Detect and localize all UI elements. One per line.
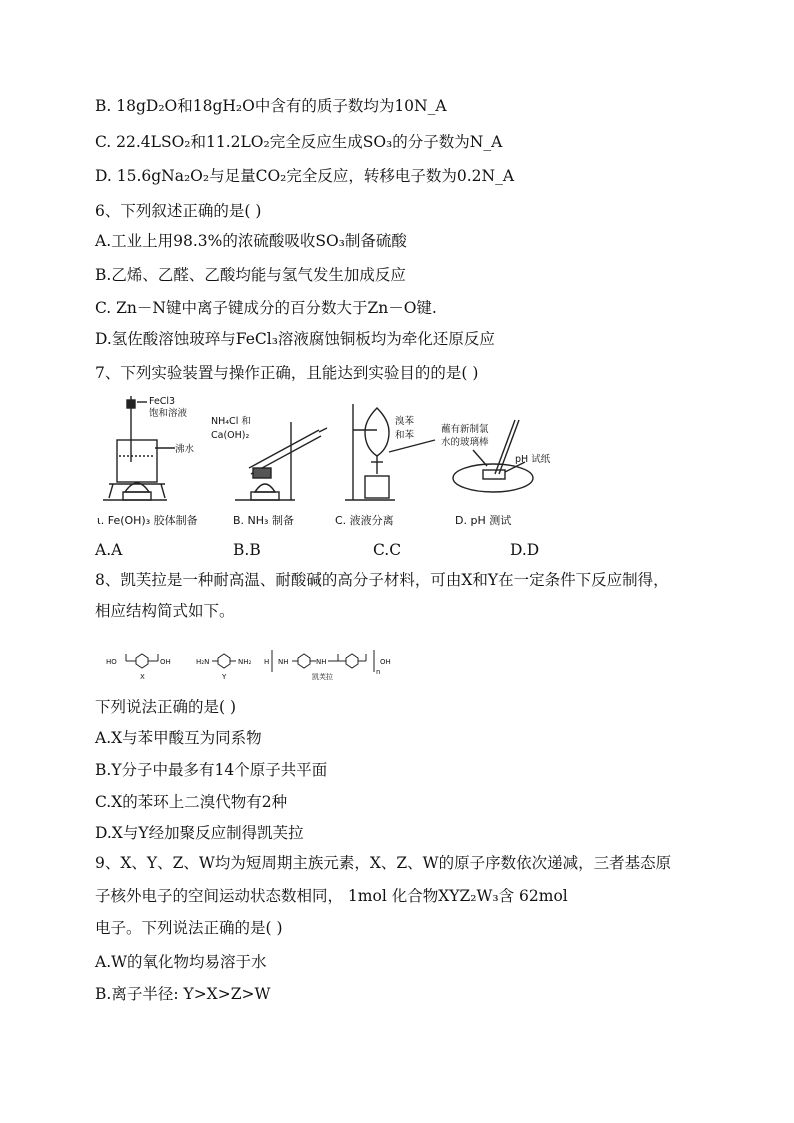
q8-stem-line2: 相应结构简式如下。 xyxy=(95,602,235,620)
label-saturated-solution: 饱和溶液 xyxy=(149,408,188,419)
q8-stem-line1: 8、凯芙拉是一种耐高温、耐酸碱的高分子材料，可由X和Y在一定条件下反应制得， xyxy=(95,571,669,589)
q9-stem-line2: 子核外电子的空间运动状态数相同， 1mol 化合物XYZ₂W₃含 62mol xyxy=(95,887,568,905)
q8-structures-figure xyxy=(100,640,420,682)
q5-option-d: D. 15.6gNa₂O₂与足量CO₂完全反应，转移电子数为0.2N_A xyxy=(95,167,515,185)
label-ph-paper: pH 试纸 xyxy=(515,454,551,465)
q5-option-b: B. 18gD₂O和18gH₂O中含有的质子数均为10N_A xyxy=(95,97,447,115)
q6-option-b: B.乙烯、乙醛、乙酸均能与氢气发生加成反应 xyxy=(95,266,406,284)
q6-option-d: D.氢佐酸溶蚀玻琗与FeCl₃溶液腐蚀铜板均为牵化还原反应 xyxy=(95,330,495,348)
q9-option-b: B.离子半径: Y>X>Z>W xyxy=(95,985,271,1003)
q8-option-c: C.X的苯环上二溴代物有2种 xyxy=(95,793,288,811)
label-benzene: 和苯 xyxy=(395,430,415,441)
struct-x-label: X xyxy=(140,673,145,681)
y-nh2: NH₂ xyxy=(238,658,252,666)
q8-prompt: 下列说法正确的是( ) xyxy=(95,698,237,716)
y-h2n: H₂N xyxy=(196,658,210,666)
q9-stem-line1: 9、X、Y、Z、W均为短周期主族元素，X、Z、W的原子序数依次递减，三者基态原 xyxy=(95,854,672,872)
label-bromobenzene: 溴苯 xyxy=(395,416,415,427)
q8-option-a: A.X与苯甲酸互为同系物 xyxy=(95,729,262,747)
caption-c: C. 液液分离 xyxy=(335,514,394,527)
q7-stem: 7、下列实验装置与操作正确，且能达到实验目的的是( ) xyxy=(95,364,479,382)
k-nh1: NH xyxy=(278,658,289,666)
x-ho: HO xyxy=(106,658,117,666)
q7-apparatus-figure xyxy=(95,392,595,532)
label-boiling-water: 沸水 xyxy=(175,444,195,455)
caption-d: D. pH 测试 xyxy=(455,514,512,527)
q5-option-c: C. 22.4LSO₂和11.2LO₂完全反应生成SO₃的分子数为N_A xyxy=(95,133,503,151)
q9-stem-line3: 电子。下列说法正确的是( ) xyxy=(95,919,283,937)
k-n: n xyxy=(376,668,381,676)
label-chlorine-rod-2: 水的玻璃棒 xyxy=(441,437,489,448)
caption-b: B. NH₃ 制备 xyxy=(233,514,294,527)
q6-stem: 6、下列叙述正确的是( ) xyxy=(95,202,262,220)
q6-option-a: A.工业上用98.3%的浓硫酸吸收SO₃制备硫酸 xyxy=(95,232,407,250)
k-oh: OH xyxy=(380,658,391,666)
k-nh2: NH xyxy=(316,658,327,666)
k-h: H xyxy=(264,658,270,666)
label-nh4cl: NH₄Cl 和 xyxy=(211,416,251,427)
q8-option-d: D.X与Y经加聚反应制得凯芙拉 xyxy=(95,824,304,842)
caption-a: ι. Fe(OH)₃ 胶体制备 xyxy=(97,514,198,527)
label-caoh2: Ca(OH)₂ xyxy=(211,430,250,441)
q7-option-d: D.D xyxy=(510,541,540,559)
label-chlorine-rod-1: 蘸有新制氯 xyxy=(441,424,489,435)
q8-option-b: B.Y分子中最多有14个原子共平面 xyxy=(95,761,328,779)
q7-option-a: A.A xyxy=(95,541,123,559)
x-oh: OH xyxy=(160,658,171,666)
q7-option-b: B.B xyxy=(233,541,261,559)
label-fecl3: FeCl3 xyxy=(149,396,176,407)
struct-y-label: Y xyxy=(222,673,227,681)
q6-option-c: C. Zn－N键中离子键成分的百分数大于Zn－O键. xyxy=(95,299,437,317)
q9-option-a: A.W的氧化物均易溶于水 xyxy=(95,953,267,971)
struct-kevlar-label: 凯芙拉 xyxy=(312,673,333,681)
q7-option-c: C.C xyxy=(373,541,402,559)
